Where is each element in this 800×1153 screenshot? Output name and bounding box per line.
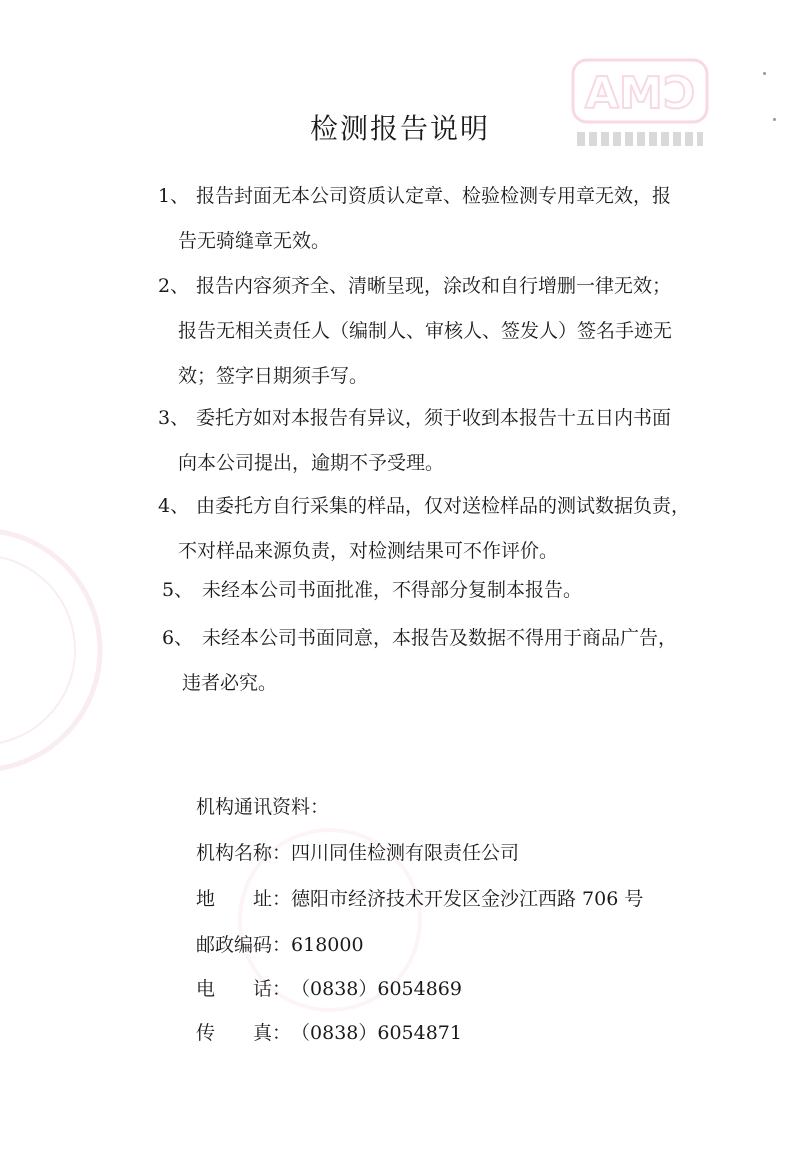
item-number: 6、 [162,627,194,649]
contact-postcode-value: 618000 [291,934,364,956]
contact-name-row [196,838,519,865]
contact-address-label-a: 地 [196,888,216,910]
item-text-line: 向本公司提出，逾期不予受理。 [178,452,445,474]
contact-fax-value: （0838）6054871 [291,1022,462,1044]
item-text-line: 未经本公司书面同意，本报告及数据不得用于商品广告， [202,627,678,649]
contact-name-label: 机构名称： [196,842,292,864]
item-text-line: 报告无相关责任人（编制人、审核人、签发人）签名手迹无 [178,320,673,342]
contact-phone-row [196,974,462,1001]
item-text-line: 由委托方自行采集的样品，仅对送检样品的测试数据负责， [196,495,691,517]
contact-address-row [196,884,643,911]
contact-name-value: 四川同佳检测有限责任公司 [291,842,520,864]
item-number: 2、 [158,275,190,297]
contact-fax-label-a: 传 [196,1022,216,1044]
item-number: 5、 [162,579,194,601]
contact-fax-row [196,1018,462,1045]
item-text-line: 报告封面无本公司资质认定章、检验检测专用章无效，报 [196,185,672,207]
item-number: 1、 [158,185,190,207]
contact-heading: 机构通讯资料： [196,796,330,818]
item-text-line: 效；签字日期须手写。 [178,365,369,387]
item-text-line: 未经本公司书面批准，不得部分复制本报告。 [202,579,583,601]
contact-fax-label-b: 真： [253,1022,292,1044]
contact-phone-value: （0838）6054869 [291,978,462,1000]
item-text-line: 不对样品来源负责，对检测结果可不作评价。 [178,540,559,562]
scan-speck [763,72,766,75]
item-text-line: 告无骑缝章无效。 [178,230,331,252]
contact-address-value: 德阳市经济技术开发区金沙江西路 706 号 [291,888,644,910]
item-number: 3、 [158,407,190,429]
item-text-line: 委托方如对本报告有异议，须于收到本报告十五日内书面 [196,407,672,429]
contact-postcode-label: 邮政编码： [196,934,292,956]
item-text-line: 报告内容须齐全、清晰呈现，涂改和自行增删一律无效； [196,275,672,297]
page-title: 检测报告说明 [309,111,490,145]
stamp-text: CMA [584,68,696,119]
contact-address-label-b: 址： [253,888,292,910]
seal-bleedthrough-icon [0,520,110,780]
item-number: 4、 [158,495,190,517]
item-text-line: 违者必究。 [182,672,278,694]
contact-phone-label-a: 电 [196,978,216,1000]
contact-phone-label-b: 话： [253,978,292,1000]
contact-postcode-row [196,930,364,957]
